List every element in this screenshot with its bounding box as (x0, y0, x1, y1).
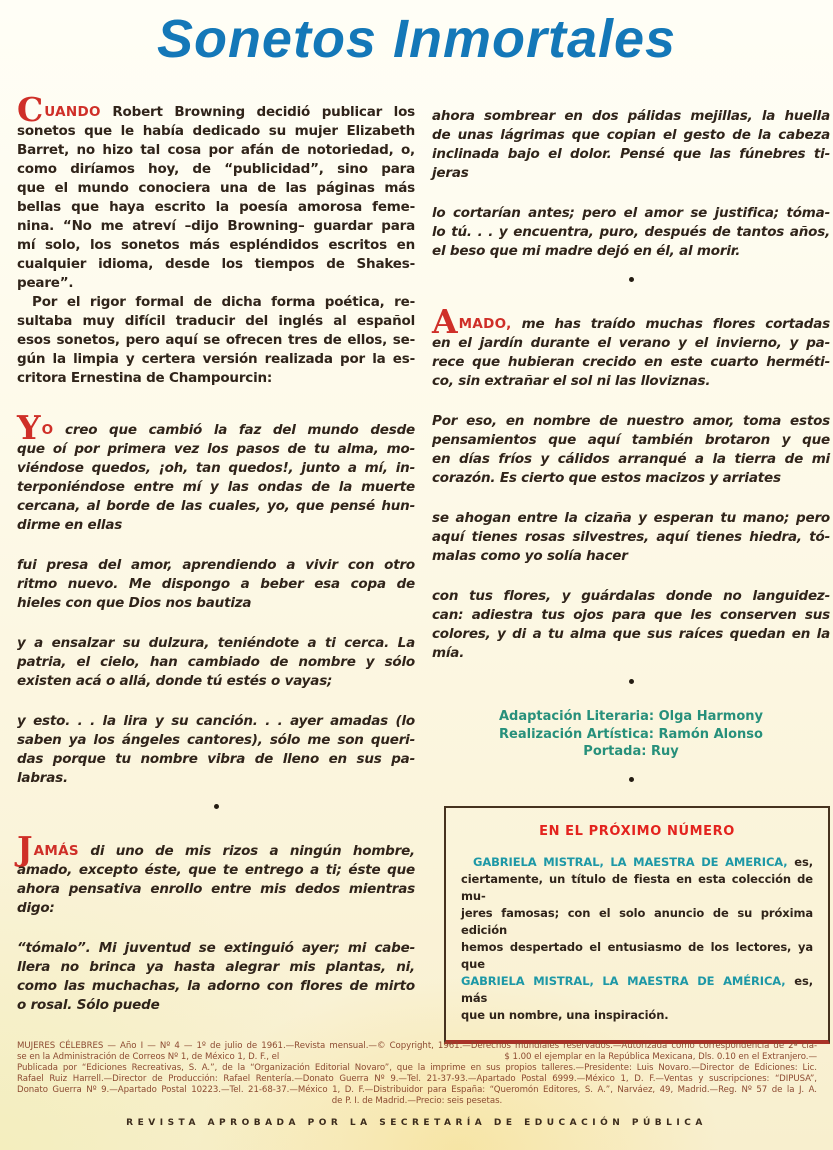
text-line: Realización Artística: Ramón Alonso (499, 726, 763, 742)
text-line: rece que hubieran crecido en este cuarto herméti- (432, 354, 830, 370)
sonnet-2-stanza-1 (17, 829, 415, 918)
right-column (432, 107, 830, 1044)
left-column-text (17, 90, 415, 1015)
footer-line: MUJERES CÉLEBRES — Año I — Nº 4 — 1º de julio de 1961.—Revista mensual.—© Copyright, 1961.—Derechos mundiales reservados.—Autorizada como correspondencia de 2ª cla- (17, 1041, 817, 1051)
text-line: en el jardín durante el verano y el invierno, y pa- (432, 335, 830, 351)
text-line: sonetos que le había dedicado su mujer Elizabeth (17, 123, 415, 139)
text-line: fui presa del amor, aprendiendo a vivir con otro (17, 557, 415, 573)
text-line: pensamientos que aquí también brotaron y que (432, 432, 830, 448)
next-issue-box (444, 806, 830, 1044)
text-line: labras. (17, 770, 68, 786)
footer-line: Donato Guerra Nº 9.—Apartado Postal 10223.—Tel. 21-68-37.—México 1, D. F.—Distribuidor para España: “Queromón Editores, S. A.”, Narváez, 49, Madrid.—Reg. Nº 57 de la J. A. (17, 1085, 817, 1095)
text-line: Adaptación Literaria: Olga Harmony (498, 709, 763, 724)
text-line: jeras (432, 165, 469, 181)
text-line: viéndose quedos, ¡oh, tan quedos!, junto a mí, in- (17, 460, 415, 476)
text-line: digo: (17, 900, 55, 916)
page-title: Sonetos Inmortales (156, 9, 677, 69)
text-line: CUANDO Robert Browning decidió publicar los (17, 90, 415, 129)
text-line: ritmo nuevo. Me dispongo a beber esa copa de (17, 576, 415, 592)
text-line: patria, el cielo, han cambiado de nombre y sólo (17, 654, 415, 670)
text-line: lo tú. . . y encuentra, puro, después de tantos años, (432, 224, 830, 240)
text-line: o rosal. Sólo puede (17, 997, 160, 1013)
text-line: das porque tu nombre vibra de lleno en sus pa- (17, 751, 415, 767)
sonnet-1-stanza-3 (17, 634, 415, 691)
next-issue-box-body (461, 854, 813, 1024)
left-column (17, 90, 415, 1015)
text-line: que el mundo conociera una de las páginas más (17, 180, 415, 196)
text-line: mí solo, los sonetos más espléndidos escritos en (17, 237, 415, 253)
intro-paragraph (17, 90, 415, 293)
text-line: llera no brinca ya hasta alegrar mis plantas, ni, (17, 959, 415, 975)
text-line: Portada: Ruy (583, 744, 679, 759)
text-line: critora Ernestina de Champourcin: (17, 370, 273, 386)
text-line: colores, y di a tu alma que sus raíces quedan en la (432, 626, 830, 642)
text-line: sultaba muy difícil traducir del inglés al español (17, 313, 415, 329)
separator-bullet (629, 679, 634, 684)
text-line: jeres famosas; con el solo anuncio de su próxima edición (461, 905, 813, 937)
text-line: ahora pensativa enrollo entre mis dedos mientras (17, 881, 415, 897)
text-line: y esto. . . la lira y su canción. . . ayer amadas (lo (17, 713, 415, 729)
right-column-text (432, 107, 830, 684)
text-line: cercana, al borde de las cuales, yo, que pensé hun- (17, 498, 415, 514)
text-line: que un nombre, una inspiración. (461, 1007, 669, 1022)
text-line: en días fríos y cálidos arranqué a la tierra de mi (432, 451, 830, 467)
text-line: aquí tienes rosas silvestres, aquí tienes hiedra, tó- (432, 529, 830, 545)
separator-bullet (629, 777, 634, 782)
text-line: can: adiestra tus ojos para que les conserven sus (432, 607, 830, 623)
text-line: el beso que mi madre dejó en él, al morir. (432, 243, 741, 259)
text-line: saben ya los ángeles cantores), sólo me son queri- (17, 732, 415, 748)
footer-line: se en la Administración de Correos Nº 1, de México 1, D. F., el $ 1.00 el ejemplar en la República Mexicana, Dls. 0.10 en el Extranjero.— (17, 1052, 817, 1062)
text-line: AMADO, me has traído muchas flores cortadas (432, 302, 830, 341)
text-line: de unas lágrimas que copian el gesto de la cabeza (432, 127, 830, 143)
approval-line: REVISTA APROBADA POR LA SECRETARÍA DE EDUCACIÓN PÚBLICA (126, 1118, 707, 1128)
text-line: Por eso, en nombre de nuestro amor, toma estos (432, 413, 830, 429)
text-line: mía. (432, 645, 465, 661)
text-line: esos sonetos, pero aquí se ofrecen tres de ellos, se- (17, 332, 415, 348)
sonnet-3-stanza-3 (432, 509, 830, 566)
text-line: co, sin extrañar el sol ni las lloviznas. (432, 373, 711, 389)
sonnet-1-stanza-1 (17, 408, 415, 535)
text-line: como diríamos hoy, de “publicidad”, sino para (17, 161, 415, 177)
separator-bullet (214, 804, 219, 809)
text-line: corazón. Es cierto que estos macizos y arriates (432, 470, 781, 486)
text-line: y a ensalzar su dulzura, teniéndote a ti cerca. La (17, 635, 415, 651)
text-line: existen acá o allá, donde tú estés o vayas; (17, 673, 333, 689)
translator-paragraph (17, 293, 415, 388)
footer-fineprint (17, 1041, 817, 1107)
text-line: dirme en ellas (17, 517, 123, 533)
text-line: que oí por primera vez los pasos de tu alma, mo- (17, 441, 415, 457)
text-line: nina. “No me atreví –dijo Browning– guardar para (17, 218, 415, 234)
text-line: terponiéndose entre mí y las ondas de la muerte (17, 479, 415, 495)
text-line: lo cortarían antes; pero el amor se justifica; tóma- (432, 205, 830, 221)
text-line: cualquier idioma, desde los tiempos de Shakes- (17, 256, 415, 272)
text-line: hieles con que Dios nos bautiza (17, 595, 252, 611)
text-line: peare”. (17, 275, 74, 291)
text-line: malas como yo solía hacer (432, 548, 628, 564)
sonnet-3-stanza-1 (432, 302, 830, 391)
sonnet-2-stanza-4 (432, 204, 830, 261)
text-line: ciertamente, un título de fiesta en esta colección de mu- (461, 871, 813, 903)
text-line: hemos despertado el entusiasmo de los lectores, ya que (461, 939, 813, 971)
sonnet-3-stanza-4 (432, 587, 830, 663)
text-line: bellas que haya escrito la poesía amorosa feme- (17, 199, 415, 215)
text-line: JAMÁS di uno de mis rizos a ningún hombre, (17, 829, 415, 868)
sonnet-2-stanza-3 (432, 107, 830, 183)
text-line: ahora sombrear en dos pálidas mejillas, la huella (432, 108, 830, 124)
text-line: “tómalo”. Mi juventud se extinguió ayer; mi cabe- (17, 940, 415, 956)
text-line: se ahogan entre la cizaña y esperan tu mano; pero (432, 510, 830, 526)
text-line: inclinada bajo el dolor. Pensé que las fúnebres ti- (432, 146, 830, 162)
text-line: con tus flores, y guárdalas donde no languidez- (432, 588, 830, 604)
sonnet-3-stanza-2 (432, 412, 830, 488)
text-line: Barret, no hizo tal cosa por afán de notoriedad, o, (17, 142, 415, 158)
text-line: YO creo que cambió la faz del mundo desde (17, 408, 415, 447)
footer-line: Rafael Ruiz Harrell.—Director de Producción: Rafael Rentería.—Donato Guerra Nº 9.—Tel. 21-37-93.—Apartado Postal 6999.—México 1, D. F.—Ventas y suscripciones: “DIPUSA”, (17, 1074, 817, 1084)
separator-bullet (629, 277, 634, 282)
sonnet-1-stanza-4 (17, 712, 415, 788)
text-line: como las muchachas, la adorno con flores de mirto (17, 978, 415, 994)
credits (432, 708, 830, 761)
sonnet-1-stanza-2 (17, 556, 415, 613)
text-line: GABRIELA MISTRAL, LA MAESTRA DE AMERICA, es, (473, 854, 813, 869)
text-line: Por el rigor formal de dicha forma poética, re- (32, 294, 415, 310)
next-issue-box-title: EN EL PRÓXIMO NÚMERO (539, 823, 735, 839)
footer-line: Publicada por “Ediciones Recreativas, S. A.”, de la “Organización Editorial Novaro”, que la imprime en sus propios talleres.—Presidente: Luis Novaro.—Director de Ediciones: Lic. (17, 1063, 817, 1073)
footer-line: de P. I. de Madrid.—Precio: seis pesetas. (331, 1096, 503, 1106)
text-line: amado, excepto éste, que te entrego a ti; éste que (17, 862, 415, 878)
text-line: gún la limpia y certera versión realizada por la es- (17, 351, 415, 367)
text-line: GABRIELA MISTRAL, LA MAESTRA DE AMÉRICA, es, más (461, 973, 813, 1005)
sonnet-2-stanza-2 (17, 939, 415, 1015)
